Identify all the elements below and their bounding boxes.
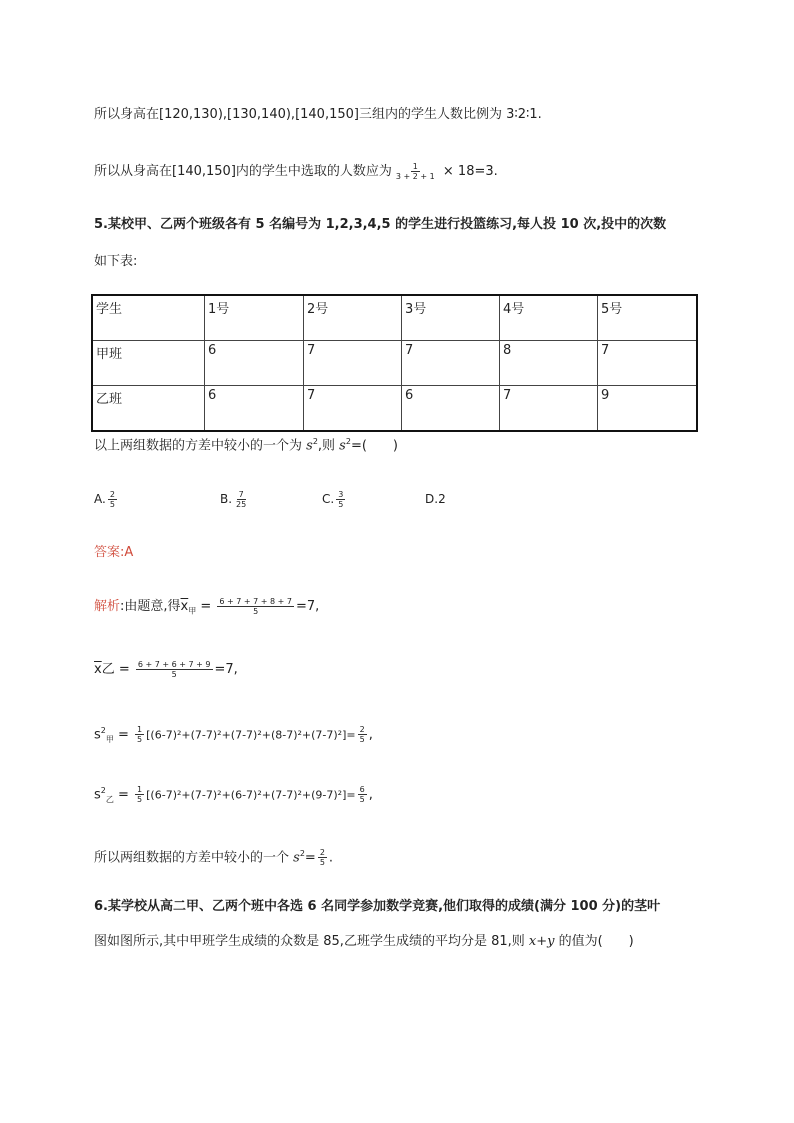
- table-header-cell: 学生: [92, 295, 205, 341]
- option-a-label: A.: [94, 492, 106, 506]
- intro-fraction-num: 1: [412, 162, 418, 171]
- var-jia-coef-den: 5: [137, 735, 143, 745]
- mean-jia-num: 6 + 7 + 7 + 8 + 7: [219, 597, 293, 606]
- table-header-cell: 1号: [205, 295, 304, 341]
- q6-line-2-prefix: 图如图所示,其中甲班学生成绩的众数是 85,乙班学生成绩的平均分是 81,则: [94, 934, 529, 949]
- mean-jia-sub: 甲: [188, 606, 197, 616]
- intro-line-1: 所以身高在[120,130),[130,140),[140,150]三组内的学生人数比例为 3∶2∶1.: [94, 107, 542, 122]
- table-header-cell: 5号: [598, 295, 698, 341]
- intro-line-2-prefix: 所以从身高在[140,150]内的学生中选取的人数应为: [94, 164, 392, 179]
- q5-question-prefix: 以上两组数据的方差中较小的一个为: [94, 438, 307, 454]
- table-cell: 7: [500, 386, 598, 432]
- analysis-mean-jia: [94, 597, 319, 621]
- var-yi-eq: =: [113, 787, 134, 803]
- option-b-den: 25: [236, 500, 247, 509]
- conclusion-num: 2: [319, 848, 325, 858]
- mean-jia-eq: =: [196, 599, 216, 614]
- var-jia-sup: 2: [100, 726, 106, 735]
- analysis-label: 解析: [94, 599, 121, 614]
- intro-line-2-suffix: × 18=3.: [438, 164, 498, 179]
- q5-stem-line-1: 5.某校甲、乙两个班级各有 5 名编号为 1,2,3,4,5 的学生进行投篮练习,每人投 10 次,投中的次数: [94, 217, 667, 232]
- option-c-label: C.: [322, 492, 335, 506]
- mean-jia-den: 5: [253, 607, 259, 616]
- var-yi-coef: [135, 785, 144, 804]
- intro-fraction: [394, 162, 437, 181]
- q5-question-var: s: [306, 438, 313, 454]
- table-cell: 6: [205, 341, 304, 386]
- var-jia-sub: 甲: [105, 734, 114, 744]
- var-yi-coef-num: 1: [137, 785, 143, 795]
- option-d-value: 2: [438, 492, 446, 506]
- q5-question-sup: 2: [312, 437, 318, 446]
- var-jia-label: s: [94, 727, 101, 743]
- table-header-cell: 2号: [304, 295, 402, 341]
- conclusion-fraction: [318, 848, 327, 867]
- option-a[interactable]: [94, 490, 119, 509]
- option-c-den: 5: [338, 500, 344, 509]
- table-cell: 8: [500, 341, 598, 386]
- mean-jia-fraction: [217, 597, 294, 616]
- table-row: [92, 386, 697, 432]
- table-cell: 甲班: [92, 341, 205, 386]
- var-jia-body: [(6-7)²+(7-7)²+(7-7)²+(8-7)²+(7-7)²]=: [146, 728, 356, 742]
- var-yi-body: [(6-7)²+(7-7)²+(6-7)²+(7-7)²+(9-7)²]=: [146, 788, 356, 802]
- q5-question-mid: ,则: [317, 438, 340, 454]
- mean-yi-num: 6 + 7 + 6 + 7 + 9: [137, 660, 211, 669]
- conclusion-sup: 2: [299, 849, 305, 858]
- option-a-num: 2: [109, 490, 115, 499]
- var-jia-coef: [135, 725, 144, 744]
- q5-question-var-2: s: [339, 438, 346, 454]
- table-cell: 6: [205, 386, 304, 432]
- table-header-cell: 3号: [402, 295, 500, 341]
- option-b-num: 7: [238, 490, 244, 499]
- var-jia-end: ,: [368, 727, 373, 743]
- table-cell: 7: [402, 341, 500, 386]
- analysis-var-yi: [94, 782, 373, 809]
- q5-question-suffix: =( ): [350, 438, 398, 454]
- var-yi-sup: 2: [100, 786, 106, 795]
- conclusion-eq: =: [304, 850, 316, 866]
- table-cell: 乙班: [92, 386, 205, 432]
- var-yi-sub: 乙: [105, 794, 114, 804]
- table-cell: 9: [598, 386, 698, 432]
- var-yi-label: s: [94, 787, 101, 803]
- mean-yi-eq: =: [114, 662, 134, 677]
- q5-score-table: [91, 294, 698, 432]
- analysis-conclusion: [94, 845, 333, 867]
- option-c-fraction: [336, 490, 345, 509]
- option-c[interactable]: [322, 490, 347, 509]
- option-c-num: 3: [338, 490, 344, 499]
- option-b[interactable]: [220, 490, 250, 509]
- mean-jia-result: =7,: [296, 599, 320, 614]
- q6-line-2-suffix: 的值为( ): [554, 934, 634, 949]
- var-yi-res-den: 5: [359, 795, 365, 805]
- table-header-cell: 4号: [500, 295, 598, 341]
- var-yi-result: [358, 785, 367, 804]
- mean-yi-var: $\overline{x}$: [94, 662, 102, 677]
- analysis-mean-yi: [94, 660, 238, 679]
- var-jia-res-den: 5: [359, 735, 365, 745]
- option-b-label: B.: [220, 492, 233, 506]
- var-yi-end: ,: [368, 787, 373, 803]
- var-jia-eq: =: [113, 727, 134, 743]
- answer-value: :A: [120, 545, 134, 560]
- q6-stem-line-1: 6.某学校从高二甲、乙两个班中各选 6 名同学参加数学竞赛,他们取得的成绩(满分 100 分)的茎叶: [94, 899, 661, 914]
- table-cell: 7: [598, 341, 698, 386]
- table-cell: 6: [402, 386, 500, 432]
- q5-question-sup-2: 2: [345, 437, 351, 446]
- var-yi-coef-den: 5: [137, 795, 143, 805]
- answer-line: [94, 544, 133, 562]
- intro-line-2: [94, 162, 498, 181]
- conclusion-end: .: [328, 850, 334, 866]
- option-a-den: 5: [109, 500, 115, 509]
- q6-stem-line-2: [94, 933, 634, 951]
- table-header-row: [92, 295, 697, 341]
- mean-yi-sub: 乙: [101, 662, 115, 677]
- option-b-fraction: [234, 490, 248, 509]
- conclusion-prefix: 所以两组数据的方差中较小的一个: [94, 850, 294, 866]
- answer-label: 答案: [94, 545, 121, 560]
- var-jia-coef-num: 1: [137, 725, 143, 735]
- mean-jia-var: $\overline{x}$: [180, 599, 189, 614]
- var-yi-res-num: 6: [359, 785, 365, 795]
- q5-stem-line-2: 如下表:: [94, 254, 138, 269]
- mean-yi-den: 5: [171, 670, 177, 679]
- option-a-fraction: [108, 490, 117, 509]
- table-cell: 7: [304, 386, 402, 432]
- option-d[interactable]: [425, 492, 446, 506]
- mean-yi-fraction: [136, 660, 213, 679]
- analysis-intro: :由题意,得: [120, 599, 181, 614]
- table-row: [92, 341, 697, 386]
- var-jia-res-num: 2: [359, 725, 365, 735]
- var-jia-result: [358, 725, 367, 744]
- conclusion-den: 5: [319, 858, 325, 868]
- option-d-label: D.: [425, 492, 439, 506]
- table-cell: 7: [304, 341, 402, 386]
- analysis-var-jia: [94, 722, 373, 749]
- q5-question: [94, 433, 398, 455]
- intro-fraction-den: 3 + 2 + 1: [395, 172, 435, 181]
- q6-line-2-var: x+y: [528, 934, 555, 949]
- mean-yi-result: =7,: [214, 662, 238, 677]
- conclusion-var: s: [293, 850, 300, 866]
